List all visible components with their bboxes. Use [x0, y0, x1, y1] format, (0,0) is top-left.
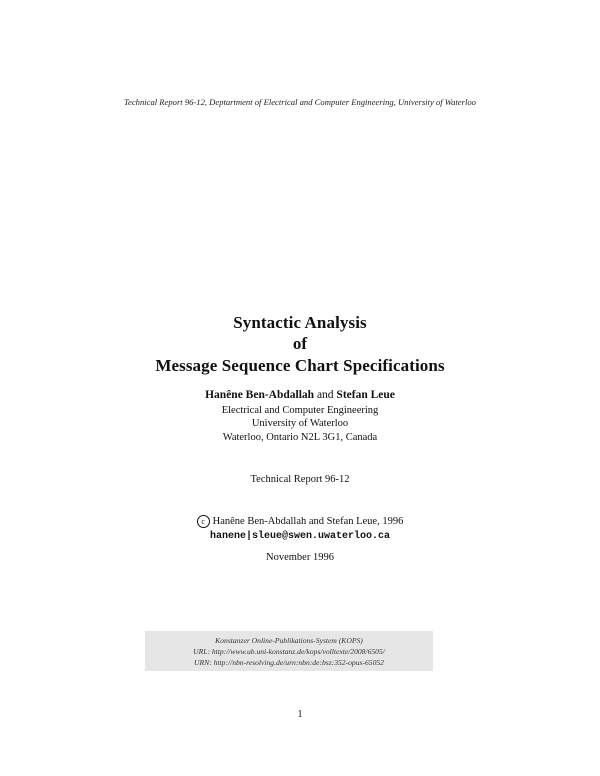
title-line-1: Syntactic Analysis [233, 313, 367, 332]
copyright-icon: c [197, 515, 210, 528]
contact-email: hanene|sleue@swen.uwaterloo.ca [209, 531, 391, 542]
email-line [0, 530, 600, 542]
publication-date: November 1996 [266, 552, 334, 563]
kops-urn[interactable]: URN: http://nbn-resolving.de/urn:nbn:de:bsz:352-opus-65052 [194, 658, 384, 667]
copyright-line [0, 515, 600, 528]
report-number: Technical Report 96-12 [250, 474, 350, 485]
affiliation-department: Electrical and Computer Engineering [221, 405, 379, 416]
author-2: Stefan Leue [336, 389, 395, 401]
page-number: 1 [297, 709, 303, 720]
kops-title: Konstanzer Online-Publikations-System (KOPS) [215, 636, 363, 645]
author-1: Hanêne Ben-Abdallah [205, 389, 315, 401]
affiliation-university: University of Waterloo [251, 418, 349, 429]
kops-info-box [145, 631, 433, 671]
copyright-text: Hanêne Ben-Abdallah and Stefan Leue, 1996 [212, 515, 404, 527]
title-line-2: of [292, 334, 308, 353]
kops-url[interactable]: URL: http://www.ub.uni-konstanz.de/kops/volltexte/2008/6505/ [193, 647, 385, 656]
running-header: Technical Report 96-12, Deptartment of Electrical and Computer Engineering, University of Waterloo [124, 97, 476, 107]
author-list [0, 389, 600, 401]
affiliation-address: Waterloo, Ontario N2L 3G1, Canada [222, 432, 378, 443]
title-line-3: Message Sequence Chart Specifications [155, 356, 445, 375]
author-connector: and [316, 389, 334, 401]
